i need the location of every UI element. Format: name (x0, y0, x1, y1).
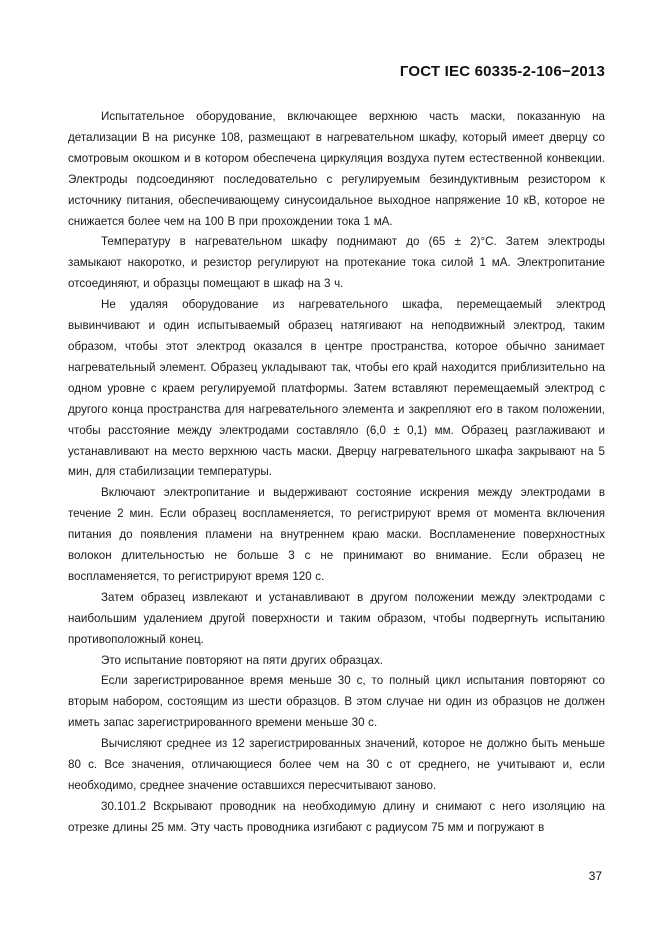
paragraph: Не удаляя оборудование из нагревательного шкафа, перемещаемый электрод вывинчивают и один испытываемый образец натягивают на неподвижный электрод, таким образом, чтобы этот электрод оказался в центре пространства, которое обычно занимает нагревательный элемент. Образец укладывают так, чтобы его край находится приблизительно на одном уровне с краем регулируемой платформы. Затем вставляют перемещаемый электрод с другого конца пространства для нагревательного элемента и закрепляют его в таком положении, чтобы расстояние между электродами составляло (6,0 ± 0,1) мм. Образец разглаживают и устанавливают на место верхнюю часть маски. Дверцу нагревательного шкафа закрывают на 5 мин, для стабилизации температуры. (68, 298, 605, 479)
document-body (68, 107, 605, 839)
paragraph: Температуру в нагревательном шкафу поднимают до (65 ± 2)°С. Затем электроды замыкают накоротко, и резистор регулируют на протекание тока силой 1 мА. Электропитание отсоединяют, и образцы помещают в шкаф на 3 ч. (68, 235, 605, 291)
page-number: 37 (588, 869, 602, 883)
paragraph: Если зарегистрированное время меньше 30 с, то полный цикл испытания повторяют со вторым набором, состоящим из шести образцов. В этом случае ни один из образцов не должен иметь запас зарегистрированного времени меньше 30 с. (68, 674, 605, 730)
paragraph: Включают электропитание и выдерживают состояние искрения между электродами в течение 2 мин. Если образец воспламеняется, то регистрируют время от момента включения питания до появления пламени на внутреннем краю маски. Воспламенение поверхностных волокон длительностью не больше 3 с не принимают во внимание. Если образец не воспламеняется, то регистрируют время 120 с. (68, 486, 605, 583)
paragraph: Затем образец извлекают и устанавливают в другом положении между электродами с наибольшим удалением другой поверхности и таким образом, чтобы подвергнуть испытанию противоположный конец. (68, 590, 605, 646)
paragraph: Вычисляют среднее из 12 зарегистрированных значений, которое не должно быть меньше 80 с. Все значения, отличающиеся более чем на 30 с от среднего, не учитывают и, если необходимо, среднее значение оставшихся пересчитывают заново. (68, 737, 605, 792)
standard-code-header: ГОСТ IEC 60335-2-106−2013 (399, 63, 605, 80)
paragraph: 30.101.2 Вскрывают проводник на необходимую длину и снимают с него изоляцию на отрезке длины 25 мм. Эту часть проводника изгибают с радиусом 75 мм и погружают в (68, 799, 605, 834)
paragraph: Испытательное оборудование, включающее верхнюю часть маски, показанную на детализации В на рисунке 108, размещают в нагревательном шкафу, который имеет дверцу со смотровым окошком и в котором обеспечена циркуляция воздуха путем естественной конвекции. Электроды подсоединяют последовательно с регулируемым безиндуктивным резистором к источнику питания, обеспечивающему синусоидальное выходное напряжение 10 кВ, которое не снижается более чем на 100 В при прохождении тока 1 мА. (68, 110, 605, 228)
paragraph: Это испытание повторяют на пяти других образцах. (101, 653, 383, 667)
